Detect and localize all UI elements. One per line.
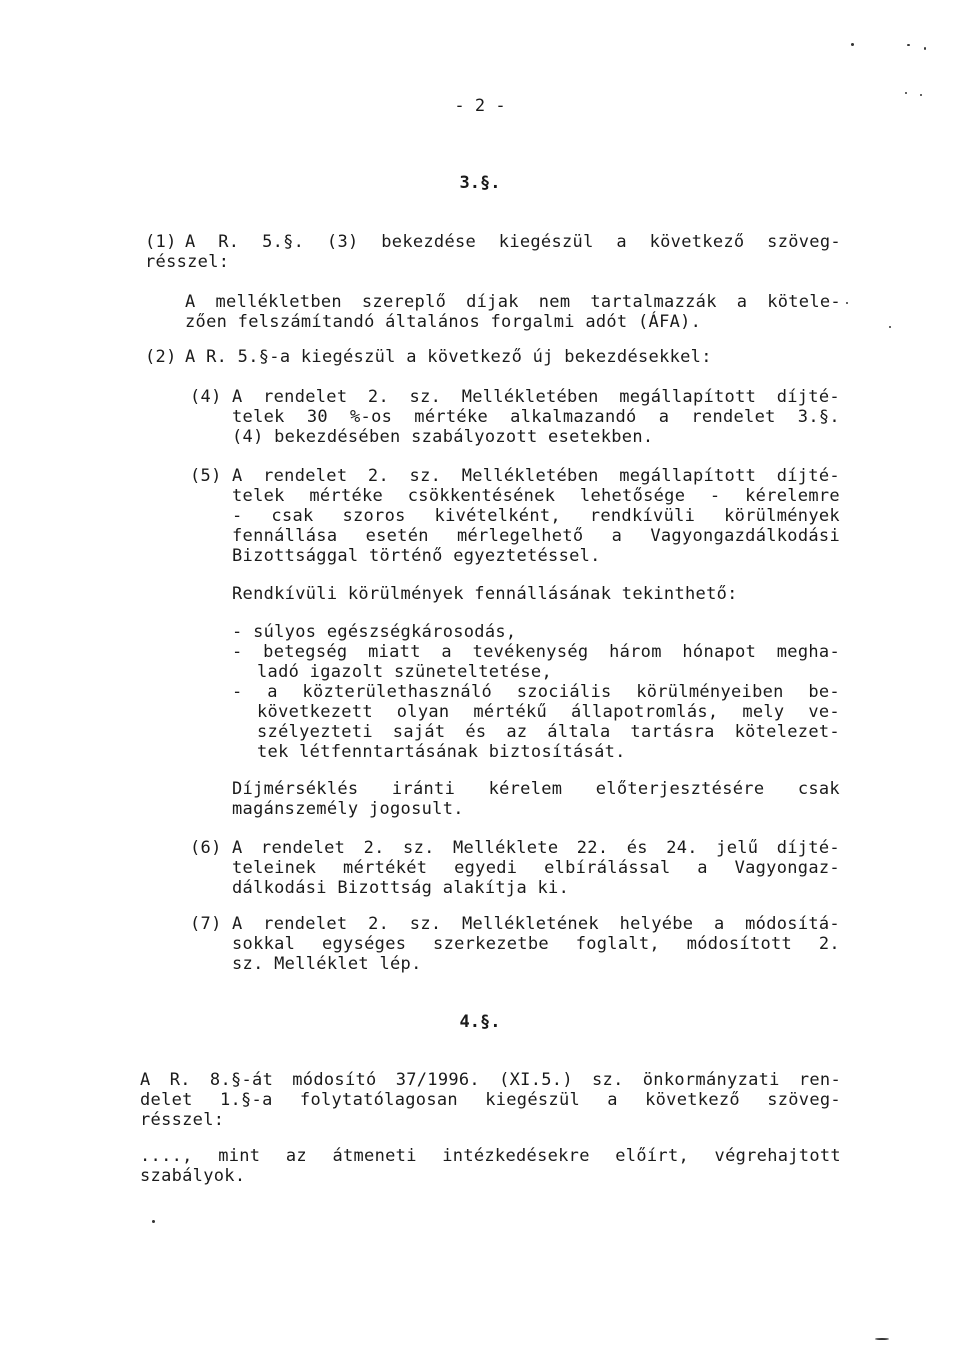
word: 2.	[367, 466, 389, 486]
word: szoros	[342, 506, 406, 526]
word: mint	[218, 1146, 261, 1166]
word: előterjesztésére	[595, 779, 765, 799]
paragraph-5-line-5: Bizottsággal történő egyeztetéssel.	[232, 546, 601, 566]
condition-bullet-1: - súlyos egészségkárosodás,	[232, 622, 517, 642]
word: hónapot	[682, 642, 757, 662]
word: sz.	[403, 838, 435, 858]
word: kiegészül	[485, 1090, 581, 1110]
word: tevékenység	[472, 642, 589, 662]
section-3-heading: 3.§.	[459, 173, 501, 193]
paragraph-5-line-4	[232, 526, 840, 546]
word: %-os	[350, 407, 393, 427]
word: az	[285, 1146, 307, 1166]
word: körülmények	[724, 506, 840, 526]
word: mely	[742, 702, 785, 722]
word: ....,	[140, 1146, 193, 1166]
word: 2.	[818, 934, 840, 954]
word: Melléklete	[453, 838, 559, 858]
word: az	[506, 722, 528, 742]
word: Mellékletében	[461, 387, 599, 407]
word: szöveg-	[767, 1090, 841, 1110]
word: mellékletben	[215, 292, 342, 312]
word: végrehajtott	[714, 1146, 841, 1166]
word: megállapított	[619, 387, 757, 407]
word: közterülethasználó	[302, 682, 493, 702]
word: lehetősége	[579, 486, 686, 506]
word: mértéke	[414, 407, 489, 427]
word: A	[232, 914, 243, 934]
word: folytatólagosan	[299, 1090, 458, 1110]
word: általa	[547, 722, 611, 742]
word: következő	[649, 232, 745, 252]
word: -	[232, 642, 243, 662]
section-4-line-1	[140, 1070, 841, 1090]
word: ren-	[798, 1070, 841, 1090]
paragraph-7-line-1	[232, 914, 840, 934]
paragraph-7-label: (7)	[190, 914, 222, 934]
condition-bullet-3-line-2	[257, 702, 840, 722]
word: be-	[808, 682, 840, 702]
word: 2.	[363, 838, 385, 858]
word: telek	[232, 407, 285, 427]
condition-bullet-2-line-1	[232, 642, 840, 662]
word: egyedi	[454, 858, 518, 878]
word: kérelem	[488, 779, 563, 799]
word: saját	[392, 722, 446, 742]
paragraph-1-line-1	[185, 232, 841, 252]
word: mértékű	[473, 702, 548, 722]
word: három	[609, 642, 662, 662]
word: a	[267, 682, 278, 702]
page-number: - 2 -	[454, 96, 506, 116]
word: rendelet	[263, 387, 348, 407]
word: állapotromlás,	[570, 702, 719, 722]
word: a	[736, 292, 748, 312]
word: a	[713, 914, 725, 934]
word: mérlegelhető	[456, 526, 584, 546]
paragraph-7-line-2	[232, 934, 840, 954]
scan-speck	[907, 44, 910, 46]
condition-bullet-3-line-4: tek létfenntartásának biztosítását.	[257, 742, 626, 762]
word: szociális	[516, 682, 612, 702]
scan-speck	[920, 94, 922, 96]
word: A	[140, 1070, 151, 1090]
paragraph-4-line-3: (4) bekezdésében szabályozott esetekben.	[232, 427, 654, 447]
word: Vagyongazdálkodási	[650, 526, 840, 546]
paragraph-1-line-2: résszel:	[145, 252, 230, 272]
word: és	[465, 722, 487, 742]
paragraph-5-line-1	[232, 466, 840, 486]
word: alkalmazandó	[510, 407, 637, 427]
word: átmeneti	[332, 1146, 417, 1166]
word: intézkedésekre	[442, 1146, 590, 1166]
word: kötelezet-	[734, 722, 840, 742]
paragraph-6-line-2	[232, 858, 840, 878]
scan-speck	[846, 302, 848, 304]
word: helyébe	[619, 914, 694, 934]
word: rendelet	[691, 407, 776, 427]
scan-speck	[851, 43, 854, 46]
paragraph-6-line-3: dálkodási Bizottság alakítja ki.	[232, 878, 570, 898]
section-4-quote-line-2: szabályok.	[140, 1166, 246, 1186]
scan-speck	[905, 92, 907, 94]
word: A	[232, 466, 243, 486]
word: A	[232, 838, 243, 858]
word: ve-	[808, 702, 840, 722]
condition-bullet-2-line-2: ladó igazolt szüneteltetése,	[257, 662, 552, 682]
word: és	[626, 838, 648, 858]
word: elbírálással	[544, 858, 671, 878]
word: megállapított	[619, 466, 757, 486]
word: sokkal	[232, 934, 296, 954]
word: módosított	[686, 934, 793, 954]
word: miatt	[368, 642, 421, 662]
scan-speck	[889, 326, 891, 328]
section-4-line-3: résszel:	[140, 1110, 225, 1130]
paragraph-7-line-3: sz. Melléklet lép.	[232, 954, 422, 974]
word: önkormányzati	[642, 1070, 780, 1090]
scan-speck	[875, 1338, 889, 1340]
word: A	[232, 387, 243, 407]
word: mértékét	[343, 858, 428, 878]
word: rendelet	[260, 838, 346, 858]
paragraph-1-quote-line-2: zően felszámítandó általános forgalmi adót (ÁFA).	[185, 312, 702, 332]
word: kivételként,	[434, 506, 561, 526]
paragraph-5-label: (5)	[190, 466, 222, 486]
word: telek	[232, 486, 285, 506]
word: -	[232, 506, 243, 526]
word: a	[658, 407, 670, 427]
word: szerkezetbe	[433, 934, 549, 954]
word: 30	[306, 407, 328, 427]
request-line-2: magánszemély jogosult.	[232, 799, 464, 819]
word: módosítá-	[745, 914, 840, 934]
word: rendkívüli	[589, 506, 696, 526]
conditions-intro: Rendkívüli körülmények fennállásának tekinthető:	[232, 584, 738, 604]
word: díjté-	[776, 466, 840, 486]
paragraph-4-label: (4)	[190, 387, 222, 407]
word: 24.	[666, 838, 698, 858]
word: sz.	[409, 914, 442, 934]
word: megha-	[776, 642, 840, 662]
word: csökkentésének	[407, 486, 556, 506]
word: 5.§.	[262, 232, 305, 252]
word: betegség	[263, 642, 348, 662]
word: 2.	[368, 914, 390, 934]
word: -	[232, 682, 243, 702]
word: kötele-	[767, 292, 841, 312]
word: nem	[538, 292, 571, 312]
word: következő	[645, 1090, 740, 1110]
word: esetén	[365, 526, 429, 546]
word: (3)	[326, 232, 359, 252]
word: csak	[797, 779, 840, 799]
condition-bullet-3-line-3	[257, 722, 840, 742]
paragraph-6-label: (6)	[190, 838, 222, 858]
word: a	[611, 526, 623, 546]
word: tartalmazzák	[590, 292, 717, 312]
word: R.	[218, 232, 240, 252]
word: bekezdése	[381, 232, 477, 252]
word: körülményeiben	[636, 682, 784, 702]
word: olyan	[396, 702, 450, 722]
word: kérelemre	[745, 486, 840, 506]
word: 8.§-át	[209, 1070, 274, 1090]
word: delet	[140, 1090, 193, 1110]
scan-speck	[152, 1220, 155, 1223]
word: módosító	[292, 1070, 377, 1090]
word: iránti	[391, 779, 456, 799]
word: -	[709, 486, 721, 506]
word: R.	[169, 1070, 191, 1090]
word: rendelet	[263, 466, 348, 486]
word: kiegészül	[498, 232, 594, 252]
word: Díjmérséklés	[232, 779, 359, 799]
word: díjté-	[776, 387, 840, 407]
section-4-line-2	[140, 1090, 841, 1110]
word: Mellékletének	[462, 914, 599, 934]
word: teleinek	[232, 858, 317, 878]
paragraph-1-label: (1)	[145, 232, 177, 252]
word: előírt,	[615, 1146, 690, 1166]
word: rendelet	[263, 914, 348, 934]
paragraph-2-line-1: A R. 5.§-a kiegészül a következő új bekezdésekkel:	[185, 347, 712, 367]
word: A	[185, 232, 196, 252]
word: szöveg-	[767, 232, 841, 252]
word: foglalt,	[575, 934, 660, 954]
word: a	[441, 642, 452, 662]
section-4-heading: 4.§.	[459, 1012, 501, 1032]
paragraph-2-label: (2)	[145, 347, 177, 367]
word: díjté-	[776, 838, 840, 858]
word: 37/1996.	[395, 1070, 480, 1090]
word: következett	[257, 702, 373, 722]
word: sz.	[592, 1070, 624, 1090]
word: csak	[271, 506, 314, 526]
word: A	[185, 292, 196, 312]
word: a	[697, 858, 708, 878]
word: (XI.5.)	[499, 1070, 573, 1090]
word: Mellékletében	[461, 466, 599, 486]
paragraph-1-quote-line-1	[185, 292, 841, 312]
paragraph-4-line-2	[232, 407, 840, 427]
word: szélyezteti	[257, 722, 373, 742]
word: fennállása	[232, 526, 338, 546]
word: 3.§.	[797, 407, 840, 427]
paragraph-5-line-2	[232, 486, 840, 506]
word: a	[616, 232, 627, 252]
word: díjak	[466, 292, 519, 312]
word: tartásra	[630, 722, 715, 742]
word: sz.	[409, 466, 442, 486]
word: sz.	[409, 387, 442, 407]
word: Vagyongaz-	[734, 858, 840, 878]
word: a	[607, 1090, 618, 1110]
paragraph-4-line-1	[232, 387, 840, 407]
word: 1.§-a	[219, 1090, 273, 1110]
word: 22.	[576, 838, 609, 858]
request-line-1	[232, 779, 840, 799]
condition-bullet-3-line-1	[232, 682, 840, 702]
word: jelű	[716, 838, 759, 858]
word: 2.	[367, 387, 389, 407]
word: mértéke	[309, 486, 384, 506]
scan-speck	[924, 47, 926, 50]
section-4-quote-line-1	[140, 1146, 841, 1166]
paragraph-6-line-1	[232, 838, 840, 858]
paragraph-5-line-3	[232, 506, 840, 526]
word: egységes	[321, 934, 407, 954]
word: szereplő	[361, 292, 447, 312]
